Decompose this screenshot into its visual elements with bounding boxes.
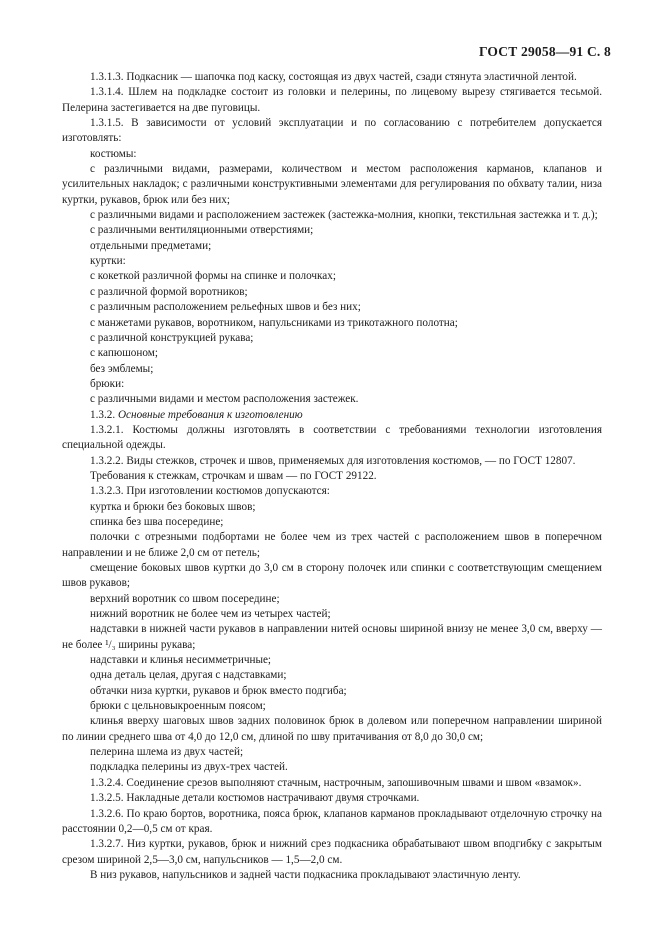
paragraph (62, 254, 602, 269)
paragraph (62, 316, 602, 331)
paragraph (62, 285, 602, 300)
paragraph (62, 484, 602, 499)
paragraph-text: 1.3.2.1. Костюмы должны изготовлять в соответствии с требованиями технологии изготовления специальной одежды. (62, 423, 602, 452)
paragraph (62, 408, 602, 423)
paragraph (62, 300, 602, 315)
paragraph-text: 1.3.2.7. Низ куртки, рукавов, брюк и нижний срез подкасника обрабатывают швом вподгибку с закрытым срезом шириной 2,5—3,0 см, напульсников — 1,5—2,0 см. (62, 838, 602, 866)
paragraph-text: верхний воротник со швом посередине; (90, 592, 280, 605)
paragraph (62, 147, 602, 162)
paragraph (62, 776, 602, 791)
paragraph (62, 530, 602, 561)
paragraph-text: 1.3.2.2. Виды стежков, строчек и швов, применяемых для изготовления костюмов, — по ГОСТ 12807. (90, 454, 576, 467)
paragraph-text: 1.3.1.4. Шлем на подкладке состоит из головки и пелерины, по лицевому вырезу стягивается тесьмой. Пелерина застегивается на две пуговицы. (62, 86, 602, 114)
paragraph (62, 223, 602, 238)
paragraph (62, 791, 602, 806)
section-heading-italic: Основные требования к изготовлению (117, 408, 303, 421)
paragraph (62, 162, 602, 208)
paragraph (62, 807, 602, 838)
paragraph-text: Требования к стежкам, строчкам и швам — по ГОСТ 29122. (90, 469, 377, 482)
paragraph (62, 70, 602, 85)
paragraph-text: брюки с цельновыкроенным поясом; (90, 700, 266, 713)
paragraph (62, 592, 602, 607)
paragraph-text: с манжетами рукавов, воротником, напульсниками из трикотажного полотна; (90, 316, 458, 329)
paragraph (62, 392, 602, 407)
paragraph-text: с различными видами и местом расположения застежек. (90, 393, 359, 406)
paragraph-text: с кокеткой различной формы на спинке и полочках; (90, 270, 336, 283)
paragraph (62, 423, 602, 454)
paragraph-text: 1.3.1.3. Подкасник — шапочка под каску, состоящая из двух частей, сзади стянута эластичной лентой. (90, 71, 577, 83)
paragraph (62, 331, 602, 346)
paragraph (62, 561, 602, 592)
paragraph (62, 85, 602, 116)
paragraph (62, 377, 602, 392)
paragraph (62, 607, 602, 622)
paragraph-text: с различными вентиляционными отверстиями; (90, 224, 314, 237)
paragraph (62, 469, 602, 484)
paragraph-text: полочки с отрезными подбортами не более чем из трех частей с расположением швов в поперечном направлении и не ближе 2,0 см от петель; (62, 531, 602, 559)
paragraph-text: с различными видами и расположением застежек (застежка-молния, кнопки, текстильная застежка и т. д.); (90, 209, 598, 222)
document-body (62, 70, 602, 883)
paragraph (62, 454, 602, 469)
paragraph-text: пелерина шлема из двух частей; (90, 746, 244, 759)
paragraph-text: подкладка пелерины из двух-трех частей. (90, 761, 288, 774)
paragraph (62, 515, 602, 530)
paragraph-text: с капюшоном; (90, 347, 158, 360)
paragraph (62, 622, 602, 653)
paragraph (62, 346, 602, 361)
paragraph (62, 362, 602, 377)
paragraph (62, 500, 602, 515)
paragraph-text: В низ рукавов, напульсников и задней части подкасника прокладывают эластичную ленту. (90, 868, 521, 881)
paragraph-text: 1.3.1.5. В зависимости от условий эксплуатации и по согласованию с потребителем допускается изготовлять: (62, 117, 602, 145)
paragraph-text: с различным расположением рельефных швов и без них; (90, 301, 361, 314)
paragraph-text: 1.3.2.3. При изготовлении костюмов допускаются: (90, 485, 330, 498)
paragraph-text: 1.3.2.5. Накладные детали костюмов настрачивают двумя строчками. (90, 792, 420, 805)
paragraph (62, 116, 602, 147)
paragraph-text: куртка и брюки без боковых швов; (90, 500, 256, 513)
paragraph (62, 699, 602, 714)
paragraph-text: спинка без шва посередине; (90, 515, 224, 528)
paragraph (62, 837, 602, 868)
paragraph (62, 868, 602, 883)
paragraph (62, 760, 602, 775)
paragraph-text: 1.3.2.6. По краю бортов, воротника, пояса брюк, клапанов карманов прокладывают отделочную строчку на расстоянии 0,2—0,5 см от края. (62, 807, 602, 835)
paragraph (62, 714, 602, 745)
paragraph-text: одна деталь целая, другая с надставками; (90, 669, 287, 682)
paragraph-text: с различными видами, размерами, количеством и местом расположения карманов, клапанов и усилительных накладок; с различными конструктивными элементами для регулирования по обхвату талии, низа куртки, рукавов, брюк или без них; (62, 163, 602, 206)
paragraph-text: с различной формой воротников; (90, 285, 248, 298)
paragraph-text: нижний воротник не более чем из четырех частей; (90, 608, 331, 621)
paragraph-text: клинья вверху шаговых швов задних половинок брюк в долевом или поперечном направлении шириной по линии среднего шва от 4,0 до 12,0 см, длиной по шву притачивания от 8,0 до 30,0 см; (62, 715, 602, 743)
paragraph-text: смещение боковых швов куртки до 3,0 см в сторону полочек или спинки с соответствующим смещением швов рукавов; (62, 562, 602, 590)
paragraph-text: отдельными предметами; (90, 239, 212, 252)
paragraph (62, 668, 602, 683)
paragraph (62, 684, 602, 699)
paragraph-text: надставки и клинья несимметричные; (90, 654, 272, 667)
paragraph (62, 653, 602, 668)
paragraph (62, 208, 602, 223)
paragraph-text: куртки: (90, 255, 126, 268)
paragraph-text: надставки в нижней части рукавов в направлении нитей основы шириной внизу не менее 3,0 см, вверху — не более ¹/₃ ширины рукава; (62, 623, 602, 651)
paragraph-text: обтачки низа куртки, рукавов и брюк вместо подгиба; (90, 684, 347, 697)
paragraph-text: брюки: (90, 377, 125, 390)
paragraph (62, 745, 602, 760)
page-header: ГОСТ 29058—91 С. 8 (478, 44, 611, 59)
paragraph-text: 1.3.2.4. Соединение срезов выполняют стачным, настрочным, запошивочным швами и швом «взамок». (90, 776, 582, 789)
paragraph-text: с различной конструкцией рукава; (90, 331, 254, 344)
paragraph (62, 239, 602, 254)
paragraph-text: 1.3.2. (90, 408, 118, 421)
paragraph (62, 269, 602, 284)
paragraph-text: костюмы: (90, 147, 137, 160)
paragraph-text: без эмблемы; (90, 362, 154, 375)
